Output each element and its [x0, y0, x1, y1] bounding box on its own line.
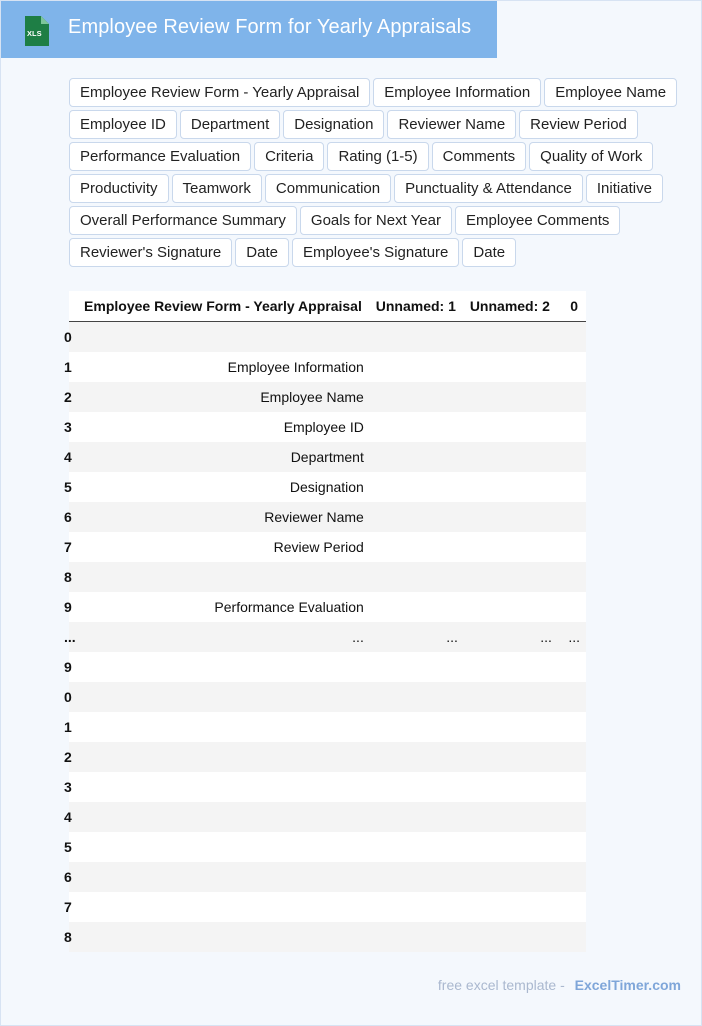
- data-table: [64, 291, 586, 952]
- column-chip-list: [69, 78, 679, 267]
- table-cell: [76, 562, 370, 592]
- table-cell: [370, 862, 464, 892]
- column-chip: Employee Comments: [455, 206, 620, 235]
- table-cell: [370, 682, 464, 712]
- column-chip: Productivity: [69, 174, 169, 203]
- row-index: 1: [69, 712, 76, 742]
- row-index: 6: [69, 502, 76, 532]
- table-cell: [558, 832, 586, 862]
- table-cell: [558, 412, 586, 442]
- column-chip: Overall Performance Summary: [69, 206, 297, 235]
- column-chip: Employee ID: [69, 110, 177, 139]
- table-cell: Performance Evaluation: [76, 592, 370, 622]
- footer-brand-link[interactable]: ExcelTimer.com: [574, 977, 681, 993]
- row-index: 6: [69, 862, 76, 892]
- column-chip: Initiative: [586, 174, 663, 203]
- table-cell: [464, 322, 558, 353]
- row-index: 5: [69, 472, 76, 502]
- column-chip: Employee's Signature: [292, 238, 459, 267]
- column-chip: Quality of Work: [529, 142, 653, 171]
- column-chip: Teamwork: [172, 174, 262, 203]
- excel-file-icon: [21, 15, 51, 47]
- table-cell: ...: [464, 622, 558, 652]
- table-cell: [370, 772, 464, 802]
- table-cell: [76, 652, 370, 682]
- row-index: 4: [69, 802, 76, 832]
- column-chip: Reviewer's Signature: [69, 238, 232, 267]
- column-chip: Goals for Next Year: [300, 206, 452, 235]
- table-cell: ...: [76, 622, 370, 652]
- table-row: [69, 742, 586, 772]
- table-cell: [464, 442, 558, 472]
- column-chip: Date: [462, 238, 516, 267]
- table-row: [69, 922, 586, 952]
- table-row: [69, 592, 586, 622]
- table-cell: [464, 472, 558, 502]
- table-cell: [76, 862, 370, 892]
- table-cell: [464, 742, 558, 772]
- table-row: [69, 772, 586, 802]
- page-header: [1, 1, 497, 58]
- table-cell: [464, 772, 558, 802]
- row-index: 4: [69, 442, 76, 472]
- table-row: [69, 382, 586, 412]
- table-row: [69, 442, 586, 472]
- table-cell: [558, 712, 586, 742]
- table-cell: [370, 502, 464, 532]
- column-chip: Performance Evaluation: [69, 142, 251, 171]
- row-index: ...: [69, 622, 76, 652]
- column-chip: Employee Review Form - Yearly Appraisal: [69, 78, 370, 107]
- row-index: 1: [69, 352, 76, 382]
- table-row: [69, 892, 586, 922]
- table-cell: [464, 562, 558, 592]
- table-cell: [370, 532, 464, 562]
- table-cell: [370, 892, 464, 922]
- table-cell: [464, 802, 558, 832]
- table-cell: [558, 352, 586, 382]
- column-chip: Designation: [283, 110, 384, 139]
- column-header: Employee Review Form - Yearly Appraisal: [76, 291, 370, 322]
- row-index: 7: [69, 892, 76, 922]
- row-index: 3: [69, 412, 76, 442]
- table-cell: [76, 682, 370, 712]
- table-row: [69, 412, 586, 442]
- table-cell: ...: [558, 622, 586, 652]
- table-cell: [558, 652, 586, 682]
- table-cell: [558, 862, 586, 892]
- row-index: 0: [69, 322, 76, 353]
- table-row: [69, 802, 586, 832]
- footer-text: free excel template -: [437, 977, 565, 993]
- table-cell: [464, 532, 558, 562]
- table-cell: [558, 802, 586, 832]
- table-cell: [558, 682, 586, 712]
- table-row: [69, 682, 586, 712]
- table-row: [69, 622, 586, 652]
- table-cell: Designation: [76, 472, 370, 502]
- table-cell: [370, 592, 464, 622]
- table-cell: Reviewer Name: [76, 502, 370, 532]
- table-cell: [464, 502, 558, 532]
- table-cell: Review Period: [76, 532, 370, 562]
- table-cell: [464, 352, 558, 382]
- table-row: [69, 862, 586, 892]
- table-cell: [370, 442, 464, 472]
- column-chip: Department: [180, 110, 280, 139]
- table-cell: [370, 652, 464, 682]
- row-index: 8: [69, 922, 76, 952]
- table-cell: [464, 652, 558, 682]
- row-index: 0: [69, 682, 76, 712]
- table-cell: [558, 442, 586, 472]
- table-cell: [558, 742, 586, 772]
- table-row: [69, 532, 586, 562]
- table-cell: [76, 772, 370, 802]
- table-cell: [464, 832, 558, 862]
- table-row: [69, 502, 586, 532]
- table-cell: [370, 382, 464, 412]
- table-cell: ...: [370, 622, 464, 652]
- column-chip: Rating (1-5): [327, 142, 428, 171]
- table-cell: [464, 682, 558, 712]
- table-cell: [76, 922, 370, 952]
- table-cell: [558, 472, 586, 502]
- table-cell: [558, 772, 586, 802]
- row-index: 2: [69, 382, 76, 412]
- row-index: 7: [69, 532, 76, 562]
- table-cell: [370, 832, 464, 862]
- column-chip: Reviewer Name: [387, 110, 516, 139]
- row-index: 9: [69, 592, 76, 622]
- table-cell: [76, 712, 370, 742]
- column-chip: Comments: [432, 142, 527, 171]
- table-row: [69, 562, 586, 592]
- table-cell: [76, 322, 370, 353]
- page-title: Employee Review Form for Yearly Appraisals: [68, 16, 472, 38]
- index-header: [69, 291, 76, 322]
- table-row: [69, 832, 586, 862]
- table-cell: [370, 352, 464, 382]
- table-cell: [558, 502, 586, 532]
- table-cell: [76, 892, 370, 922]
- row-index: 5: [69, 832, 76, 862]
- footer: [438, 977, 681, 993]
- row-index: 9: [69, 652, 76, 682]
- column-chip: Employee Name: [544, 78, 677, 107]
- table-cell: Employee ID: [76, 412, 370, 442]
- table-header-row: [69, 291, 586, 322]
- table-cell: [370, 562, 464, 592]
- table-cell: Employee Information: [76, 352, 370, 382]
- table-cell: Department: [76, 442, 370, 472]
- table-cell: [464, 712, 558, 742]
- table-cell: [558, 322, 586, 353]
- table-cell: [558, 562, 586, 592]
- row-index: 3: [69, 772, 76, 802]
- xls-icon-label: XLS: [27, 29, 42, 38]
- table-cell: [76, 742, 370, 772]
- table-row: [69, 322, 586, 353]
- column-chip: Review Period: [519, 110, 638, 139]
- row-index: 8: [69, 562, 76, 592]
- table-cell: [464, 382, 558, 412]
- table-row: [69, 652, 586, 682]
- table-cell: [464, 592, 558, 622]
- table-cell: [370, 412, 464, 442]
- table-cell: [370, 472, 464, 502]
- table-cell: [558, 532, 586, 562]
- table-cell: [558, 382, 586, 412]
- table-cell: [370, 712, 464, 742]
- table-row: [69, 472, 586, 502]
- column-chip: Punctuality & Attendance: [394, 174, 583, 203]
- column-chip: Date: [235, 238, 289, 267]
- table-cell: [76, 802, 370, 832]
- column-chip: Communication: [265, 174, 391, 203]
- table-cell: [370, 742, 464, 772]
- table-row: [69, 712, 586, 742]
- column-chip: Criteria: [254, 142, 324, 171]
- table-cell: [370, 322, 464, 353]
- data-table-container: [64, 291, 586, 952]
- table-cell: Employee Name: [76, 382, 370, 412]
- table-cell: [464, 892, 558, 922]
- table-cell: [558, 892, 586, 922]
- table-cell: [370, 802, 464, 832]
- row-index: 2: [69, 742, 76, 772]
- table-cell: [76, 832, 370, 862]
- table-row: [69, 352, 586, 382]
- table-cell: [464, 862, 558, 892]
- column-header: Unnamed: 2: [464, 291, 558, 322]
- table-cell: [464, 412, 558, 442]
- table-cell: [558, 592, 586, 622]
- table-cell: [558, 922, 586, 952]
- table-cell: [370, 922, 464, 952]
- column-header: 0: [558, 291, 586, 322]
- column-chip: Employee Information: [373, 78, 541, 107]
- table-cell: [464, 922, 558, 952]
- column-header: Unnamed: 1: [370, 291, 464, 322]
